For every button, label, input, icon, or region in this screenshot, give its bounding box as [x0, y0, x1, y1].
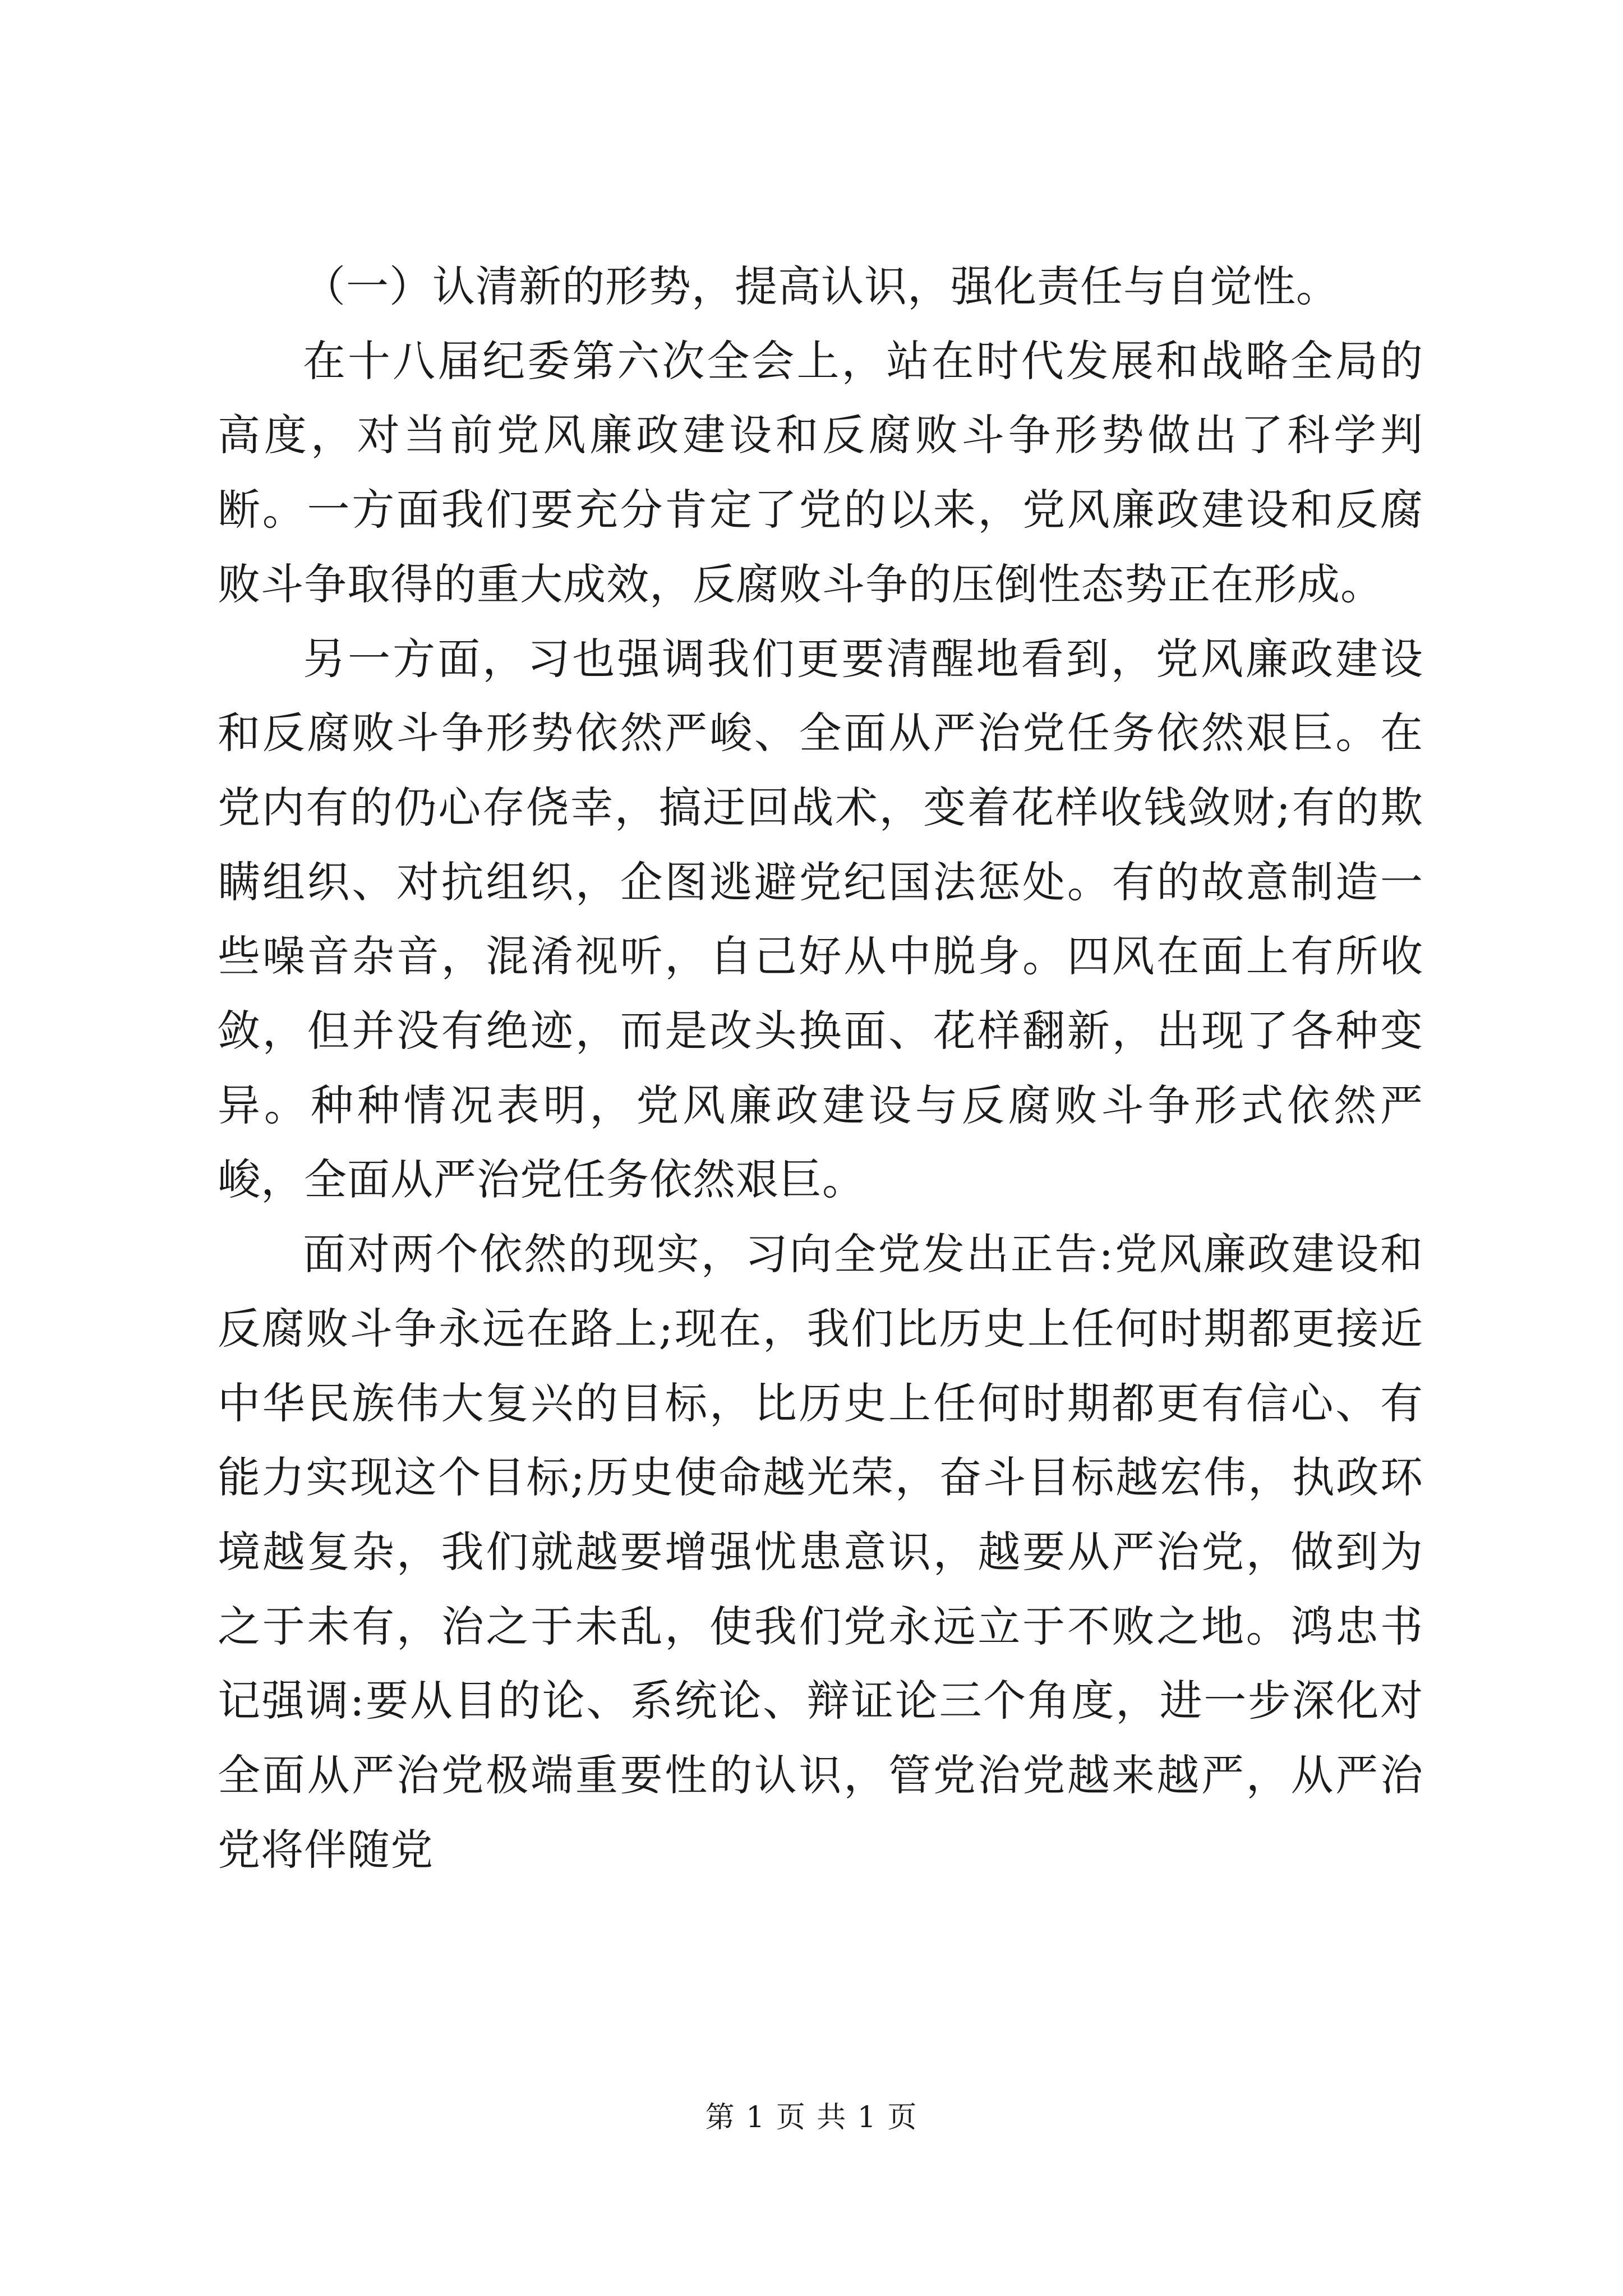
- paragraph-3: 面对两个依然的现实，习向全党发出正告:党风廉政建设和反腐败斗争永远在路上;现在，我们比历史上任何时期都更接近中华民族伟大复兴的目标，比历史上任何时期都更有信心、有能力实现这个目标;历史使命越光荣，奋斗目标越宏伟，执政环境越复杂，我们就越要增强忧患意识，越要从严治党，做到为之于未有，治之于未乱，使我们党永远立于不败之地。鸿忠书记强调:要从目的论、系统论、辩证论三个角度，进一步深化对全面从严治党极端重要性的认识，管党治党越来越严，从严治党将伴随党: [218, 1229, 1423, 1875]
- paragraph-2: 另一方面，习也强调我们更要清醒地看到，党风廉政建设和反腐败斗争形势依然严峻、全面从严治党任务依然艰巨。在党内有的仍心存侥幸，搞迂回战术，变着花样收钱敛财;有的欺瞒组织、对抗组织，企图逃避党纪国法惩处。有的故意制造一些噪音杂音，混淆视听，自己好从中脱身。四风在面上有所收敛，但并没有绝迹，而是改头换面、花样翻新，出现了各种变异。种种情况表明，党风廉政建设与反腐败斗争形式依然严峻，全面从严治党任务依然艰巨。: [218, 633, 1423, 1205]
- paragraph-heading: （一）认清新的形势，提高认识，强化责任与自觉性。: [303, 261, 1339, 311]
- paragraph-1: 在十八届纪委第六次全会上，站在时代发展和战略全局的高度，对当前党风廉政建设和反腐败斗争形势做出了科学判断。一方面我们要充分肯定了党的以来，党风廉政建设和反腐败斗争取得的重大成效，反腐败斗争的压倒性态势正在形成。: [218, 335, 1423, 609]
- page-footer: 第 1 页 共 1 页: [705, 2101, 918, 2134]
- document-body: [218, 250, 1423, 1887]
